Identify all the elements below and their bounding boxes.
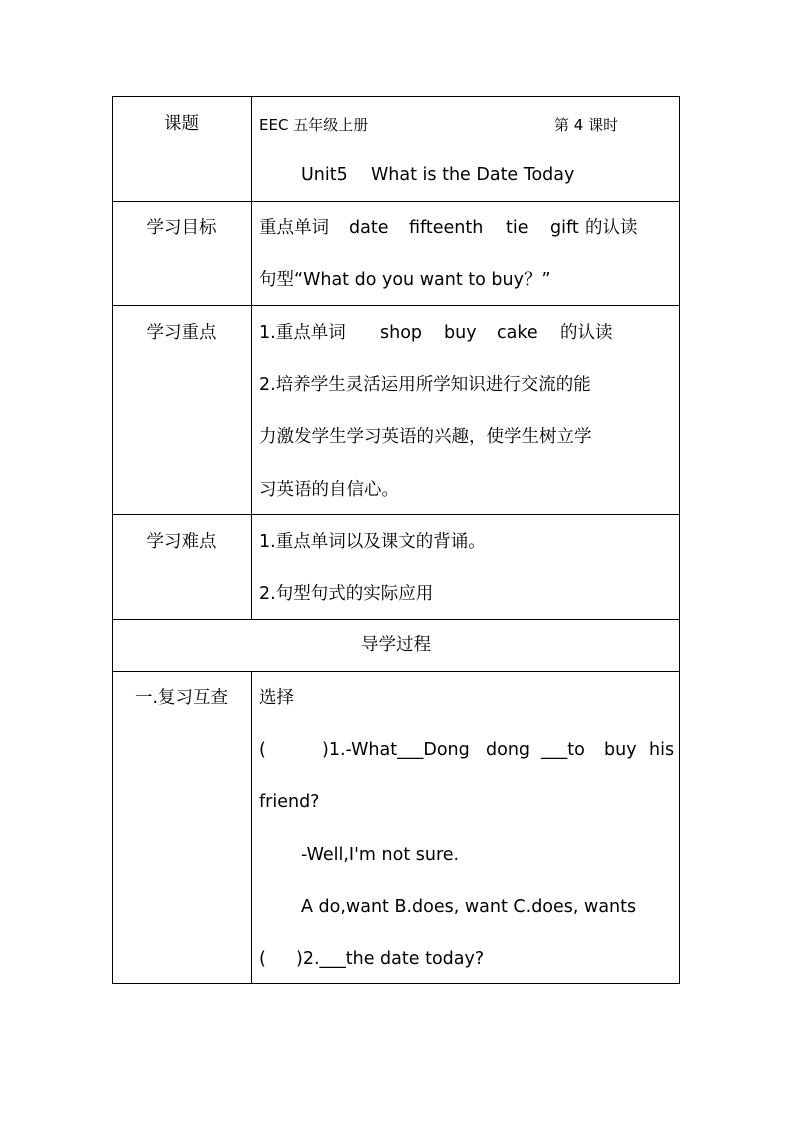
difficulty-line: 2.句型句式的实际应用: [259, 584, 434, 604]
focus-prefix: 1.重点单词: [259, 323, 346, 343]
unit-title: What is the Date Today: [371, 165, 575, 185]
goals-suffix: 的认读: [585, 218, 638, 238]
row-divider: [112, 305, 680, 306]
q1-text: dong: [486, 740, 531, 760]
book-title: EEC 五年级上册: [259, 116, 369, 134]
table-border-right: [679, 96, 680, 984]
q1-text: )1.-What___Dong: [322, 740, 470, 760]
q1-text: his: [649, 740, 675, 760]
goals-sentence-pattern: 句型“What do you want to buy？”: [259, 270, 551, 290]
row-divider: [112, 619, 680, 620]
focus-word: cake: [497, 323, 538, 343]
focus-line: 2.培养学生灵活运用所学知识进行交流的能: [259, 375, 591, 395]
focus-suffix: 的认读: [560, 323, 613, 343]
topic-label: 课题: [164, 114, 199, 134]
focus-line: 习英语的自信心。: [259, 480, 399, 500]
lesson-plan-table: [112, 96, 680, 984]
lesson-number: 第 4 课时: [554, 116, 619, 134]
table-border-top: [112, 96, 680, 97]
q1-options: A do,want B.does, want C.does, wants: [301, 897, 637, 917]
q1-continuation: friend?: [259, 792, 320, 812]
review-label: 一.复习互查: [134, 688, 229, 708]
focus-line: 力激发学生学习英语的兴趣，使学生树立学: [259, 427, 592, 447]
row-divider: [112, 201, 680, 202]
difficulty-line: 1.重点单词以及课文的背诵。: [259, 532, 486, 552]
review-heading: 选择: [259, 688, 294, 708]
q1-paren: (: [259, 740, 266, 760]
process-title: 导学过程: [361, 635, 431, 655]
q1-answer: -Well,I'm not sure.: [301, 845, 460, 865]
goals-label: 学习目标: [146, 218, 217, 238]
column-divider: [251, 671, 252, 984]
goals-word: gift: [550, 218, 579, 238]
row-divider: [112, 671, 680, 672]
goals-word: date: [349, 218, 389, 238]
column-divider: [251, 96, 252, 619]
focus-word: buy: [444, 323, 477, 343]
q1-text: buy: [604, 740, 637, 760]
q2-text: )2.___the date today?: [296, 949, 485, 969]
focus-label: 学习重点: [146, 323, 217, 343]
goals-prefix: 重点单词: [259, 218, 329, 238]
difficulty-label: 学习难点: [146, 532, 217, 552]
goals-word: tie: [506, 218, 529, 238]
row-divider: [112, 514, 680, 515]
focus-word: shop: [380, 323, 423, 343]
q1-text: ___to: [541, 740, 585, 760]
q2-paren: (: [259, 949, 266, 969]
unit-number: Unit5: [301, 165, 348, 185]
table-border-bottom: [112, 983, 680, 984]
goals-word: fifteenth: [409, 218, 484, 238]
